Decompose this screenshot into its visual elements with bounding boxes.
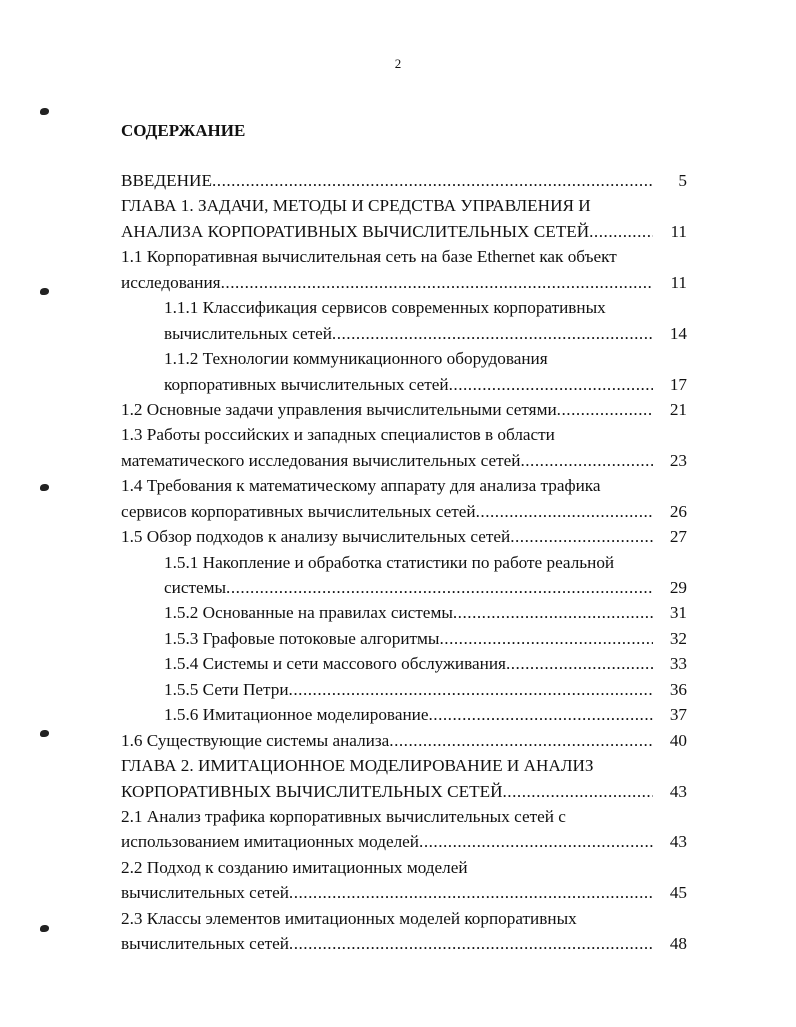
toc-entry <box>121 550 687 601</box>
toc-entry <box>121 473 687 524</box>
dot-leader <box>389 728 653 753</box>
dot-leader <box>419 829 653 854</box>
toc-entry-text: вычислительных сетей <box>121 883 289 903</box>
toc-entry <box>121 753 687 804</box>
toc-entry <box>121 906 687 957</box>
dot-leader <box>506 651 653 676</box>
binding-hole-mark <box>40 925 49 932</box>
toc-page-number: 26 <box>669 501 687 521</box>
toc-entry-text: 1.5.6 Имитационное моделирование <box>164 705 429 725</box>
toc-page-number: 43 <box>669 781 687 801</box>
toc-line <box>121 728 687 753</box>
toc-line <box>121 244 687 269</box>
toc-entry <box>121 193 687 244</box>
toc-entry-text: 1.1 Корпоративная вычислительная сеть на базе Ethernet как объект <box>121 247 617 267</box>
dot-leader <box>289 931 653 956</box>
toc-page-number: 37 <box>669 705 687 725</box>
toc-page-number: 48 <box>669 934 687 954</box>
dot-leader <box>476 499 653 524</box>
dot-leader <box>453 600 653 625</box>
toc-line <box>121 219 687 244</box>
toc-line <box>121 804 687 829</box>
toc-line <box>121 448 687 473</box>
toc-entry <box>121 168 687 193</box>
toc-line <box>121 651 687 676</box>
toc-entry-text: 1.5.5 Сети Петри <box>164 679 289 699</box>
toc-page-number: 5 <box>678 171 687 190</box>
toc-page-number: 33 <box>669 654 687 674</box>
toc-page-number: 27 <box>669 527 687 547</box>
toc-entry <box>121 600 687 625</box>
toc-entry <box>121 346 687 397</box>
dot-leader <box>589 219 653 244</box>
toc-entry-text: системы <box>164 578 227 597</box>
toc-entry-text: ГЛАВА 2. ИМИТАЦИОННОЕ МОДЕЛИРОВАНИЕ И АНАЛИЗ <box>121 756 594 776</box>
toc-line <box>121 473 687 498</box>
toc-line <box>121 753 687 778</box>
toc-page-number: 17 <box>669 374 687 394</box>
binding-hole-mark <box>40 108 49 115</box>
toc-entry <box>121 855 687 906</box>
toc-entry <box>121 804 687 855</box>
toc-line <box>121 855 687 880</box>
toc-entry-text: 1.1.1 Классификация сервисов современных корпоративных <box>164 298 606 318</box>
toc-page-number: 31 <box>669 603 687 623</box>
toc-entry <box>121 397 687 422</box>
toc-entry-text: 1.5.4 Системы и сети массового обслуживания <box>164 654 506 674</box>
toc-page-number: 11 <box>670 221 687 241</box>
toc-entry-text: 1.2 Основные задачи управления вычислительными сетями <box>121 399 557 419</box>
toc-line <box>121 906 687 931</box>
toc-entry-text: использованием имитационных моделей <box>121 832 420 852</box>
dot-leader <box>212 168 653 193</box>
toc-page-number: 32 <box>669 628 687 648</box>
toc-entry-text: 2.3 Классы элементов имитационных моделей корпоративных <box>121 908 577 928</box>
toc-line <box>121 779 687 804</box>
page-number: 2 <box>394 56 402 71</box>
toc-entry-text: 1.5.1 Накопление и обработка статистики по работе реальной <box>164 552 615 572</box>
toc-page-number: 40 <box>669 730 687 750</box>
toc-entry-text: математического исследования вычислительных сетей <box>121 450 521 470</box>
toc-page-number: 23 <box>669 450 687 470</box>
toc-page-number: 36 <box>669 679 687 699</box>
toc-line <box>121 321 687 346</box>
dot-leader <box>503 779 654 804</box>
toc-line <box>121 702 687 727</box>
toc-line <box>121 168 687 193</box>
toc-line <box>121 372 687 397</box>
toc-page-number: 29 <box>669 578 687 597</box>
toc-line <box>121 677 687 702</box>
toc-line <box>121 829 687 854</box>
toc-entry <box>121 651 687 676</box>
toc-entry-text: 1.1.2 Технологии коммуникационного оборудования <box>164 349 548 369</box>
dot-leader <box>428 702 653 727</box>
toc-page-number: 45 <box>669 883 687 903</box>
toc-line <box>121 270 687 295</box>
toc-entry <box>121 422 687 473</box>
dot-leader <box>332 321 653 346</box>
dot-leader <box>449 372 653 397</box>
toc-entry-text: 2.1 Анализ трафика корпоративных вычислительных сетей с <box>121 806 566 826</box>
dot-leader <box>289 880 653 905</box>
toc-line <box>121 193 687 218</box>
dot-leader <box>226 575 653 600</box>
toc-entry-text: 1.4 Требования к математическому аппарату для анализа трафика <box>121 476 601 496</box>
toc-entry <box>121 295 687 346</box>
toc-entry-text: исследования <box>121 272 221 292</box>
toc-line <box>121 626 687 651</box>
toc-line <box>121 575 687 600</box>
dot-leader <box>557 397 653 422</box>
toc-entry-text: корпоративных вычислительных сетей <box>164 374 449 394</box>
toc-line <box>121 550 687 575</box>
toc-entry-text: КОРПОРАТИВНЫХ ВЫЧИСЛИТЕЛЬНЫХ СЕТЕЙ <box>121 781 503 801</box>
binding-hole-mark <box>40 484 49 491</box>
toc-page-number: 11 <box>670 272 687 292</box>
binding-hole-mark <box>40 730 49 737</box>
toc-entry-text: 2.2 Подход к созданию имитационных моделей <box>121 857 468 877</box>
toc-page-number: 43 <box>669 832 687 852</box>
toc-line <box>121 931 687 956</box>
toc-page-number: 14 <box>669 323 687 343</box>
toc-entry-text: 1.5.3 Графовые потоковые алгоритмы <box>164 628 440 648</box>
dot-leader <box>520 448 653 473</box>
dot-leader <box>221 270 653 295</box>
toc-entry-text: вычислительных сетей <box>164 323 332 343</box>
toc-entry <box>121 702 687 727</box>
toc-line <box>121 346 687 371</box>
toc-entry-text: 1.5.2 Основанные на правилах системы <box>164 603 453 623</box>
toc-entry-text: 1.3 Работы российских и западных специалистов в области <box>121 425 555 445</box>
toc-entry <box>121 244 687 295</box>
toc-line <box>121 295 687 320</box>
toc-entry <box>121 677 687 702</box>
toc-entry-text: 1.5 Обзор подходов к анализу вычислительных сетей <box>121 527 511 547</box>
toc-page-number: 21 <box>669 399 687 419</box>
toc-entry-text: вычислительных сетей <box>121 934 289 954</box>
toc-line <box>121 422 687 447</box>
toc-entry-text: ГЛАВА 1. ЗАДАЧИ, МЕТОДЫ И СРЕДСТВА УПРАВЛЕНИЯ И <box>121 196 591 216</box>
toc-line <box>121 600 687 625</box>
dot-leader <box>510 524 653 549</box>
toc-entry-text: сервисов корпоративных вычислительных сетей <box>121 501 476 521</box>
toc-entry-text: АНАЛИЗА КОРПОРАТИВНЫХ ВЫЧИСЛИТЕЛЬНЫХ СЕТЕЙ <box>121 221 590 241</box>
dot-leader <box>439 626 653 651</box>
toc-line <box>121 880 687 905</box>
binding-hole-mark <box>40 288 49 295</box>
toc-line <box>121 499 687 524</box>
toc-entry <box>121 728 687 753</box>
toc-entry <box>121 626 687 651</box>
toc-entry <box>121 524 687 549</box>
toc-line <box>121 397 687 422</box>
table-of-contents <box>121 168 687 957</box>
toc-title: СОДЕРЖАНИЕ <box>121 121 246 140</box>
toc-line <box>121 524 687 549</box>
toc-entry-text: 1.6 Существующие системы анализа <box>121 730 390 750</box>
toc-entry-text: ВВЕДЕНИЕ <box>121 171 212 190</box>
dot-leader <box>289 677 653 702</box>
